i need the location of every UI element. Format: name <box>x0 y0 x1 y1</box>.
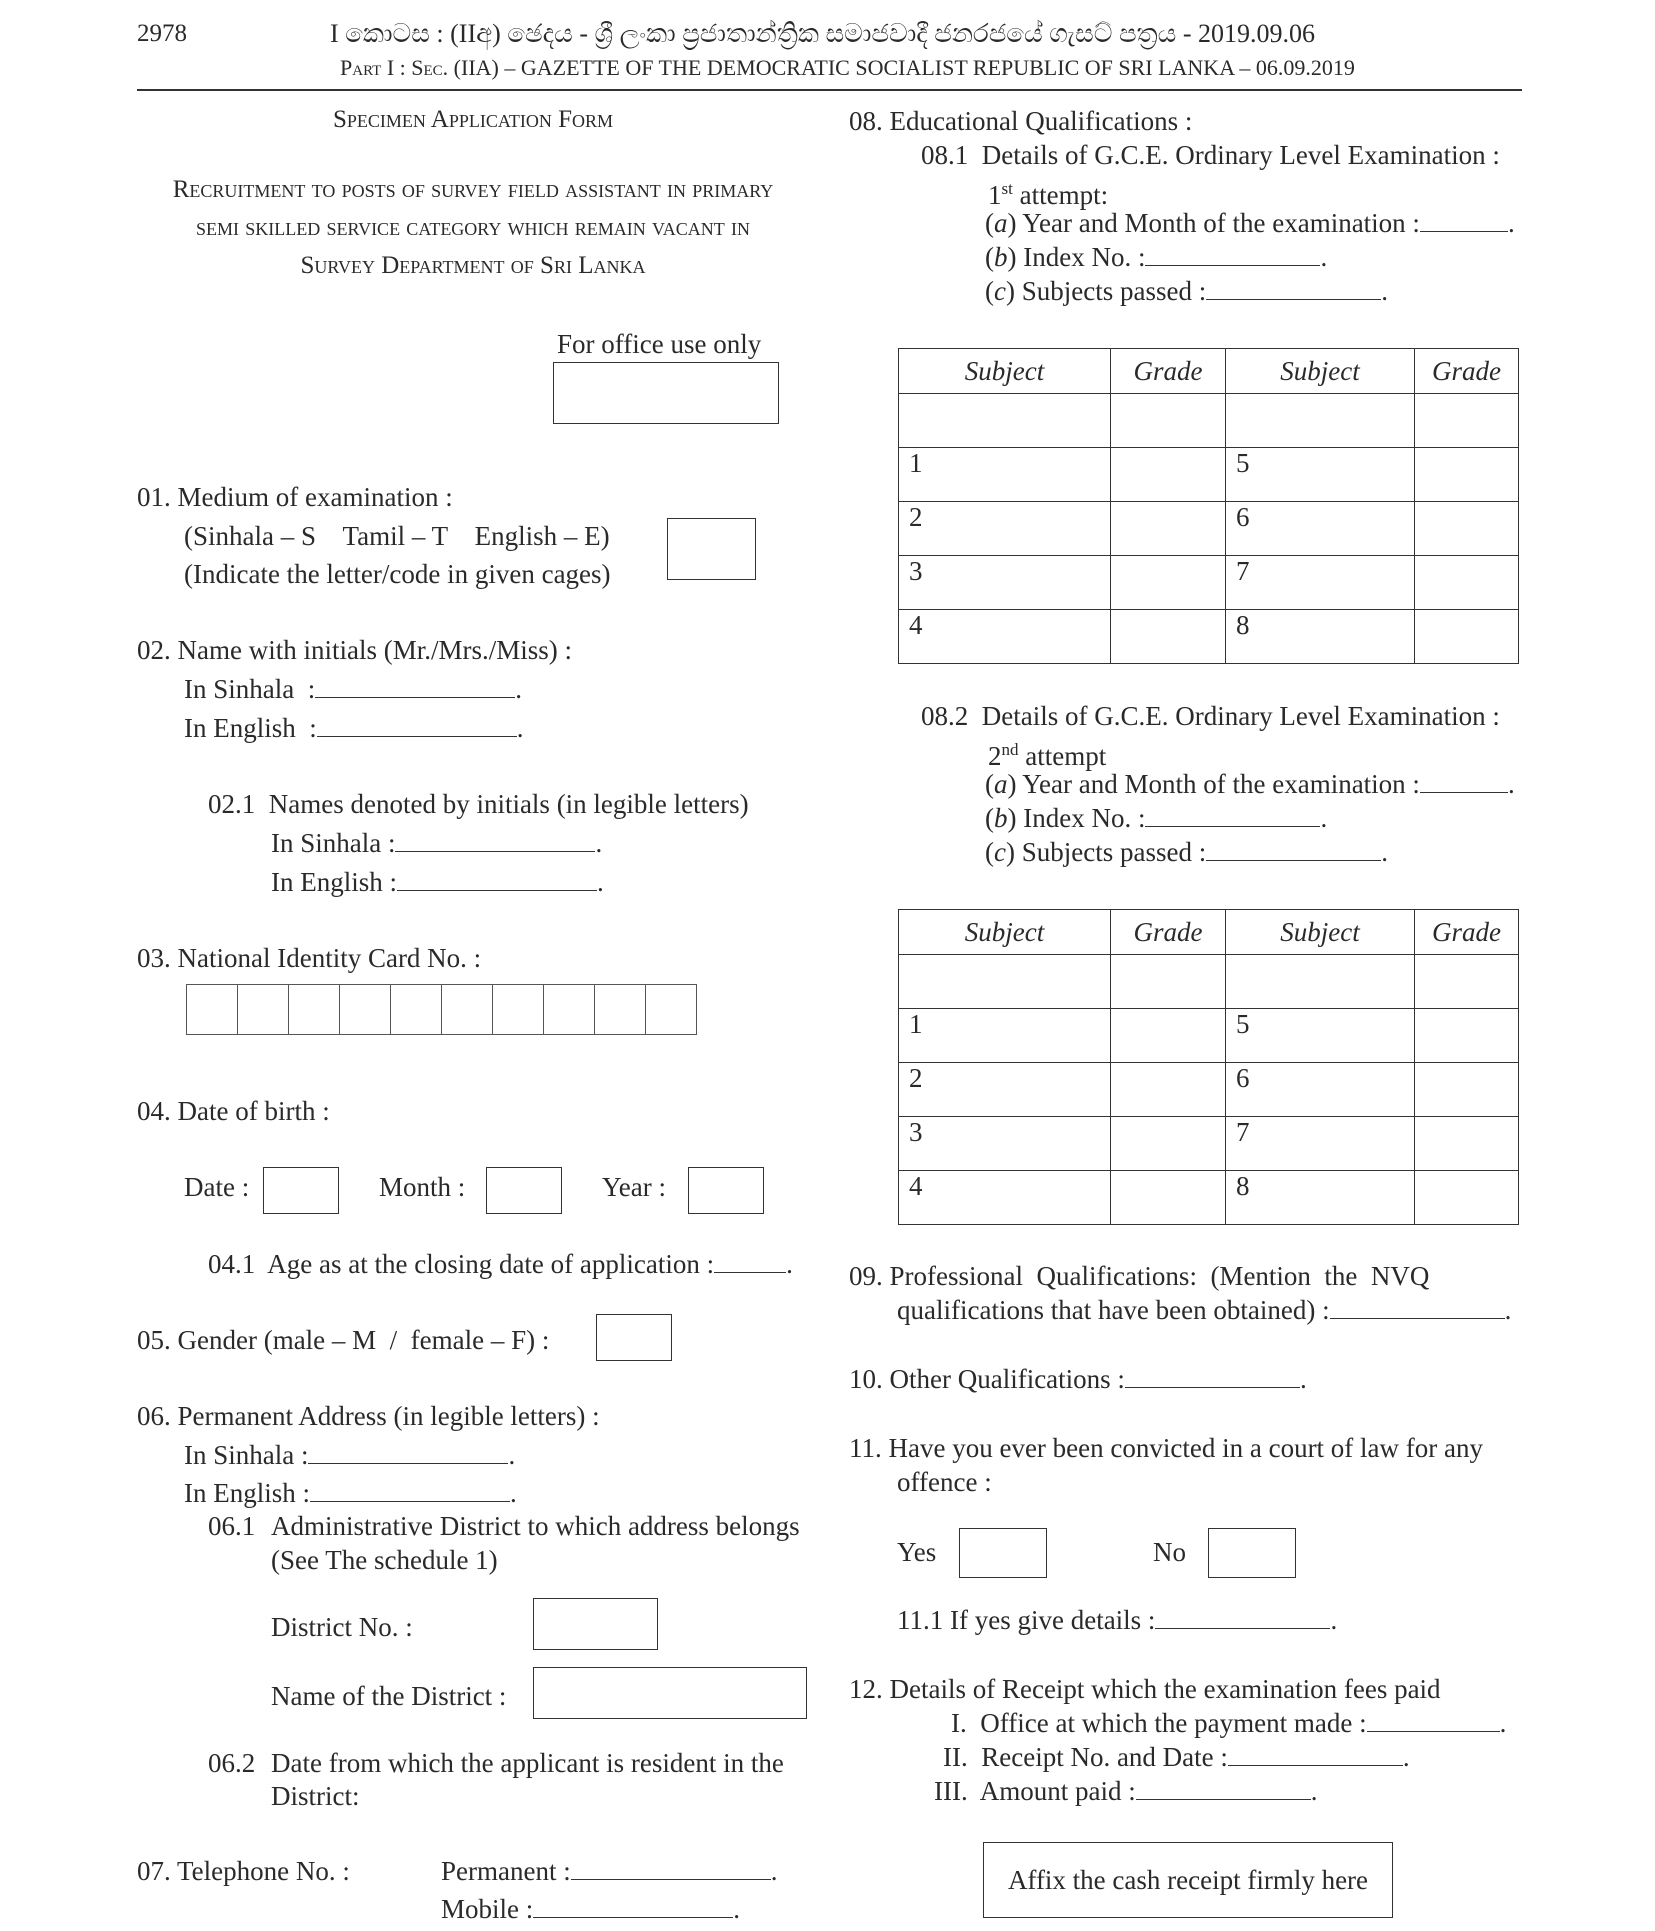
q02-sinhala-field[interactable] <box>315 677 515 698</box>
subject-cell[interactable]: 6 <box>1226 502 1415 556</box>
subject-cell[interactable]: 5 <box>1226 1009 1415 1063</box>
nic-cell[interactable] <box>595 985 646 1034</box>
q081-a-text: Year and Month of the examination : <box>1016 208 1420 238</box>
payment-office-field[interactable] <box>1367 1711 1500 1732</box>
grade-cell[interactable] <box>1111 955 1226 1009</box>
q12-label: 12. Details of Receipt which the examination fees paid <box>849 1674 1441 1704</box>
q081-a-letter: a <box>994 208 1008 238</box>
q082-index-field[interactable] <box>1145 806 1320 827</box>
header-subject: Subject <box>1226 910 1415 955</box>
q04-year-label: Year : <box>602 1172 667 1202</box>
age-field[interactable] <box>714 1252 786 1273</box>
q081-b-row: (b) Index No. : . <box>985 242 1328 272</box>
q01-hint: (Indicate the letter/code in given cages) <box>184 559 611 589</box>
q081-index-field[interactable] <box>1145 245 1320 266</box>
district-name-box[interactable] <box>533 1667 807 1719</box>
q07-label: 07. Telephone No. : <box>137 1856 350 1886</box>
q06-sinhala-row: In Sinhala : . <box>184 1440 516 1470</box>
q082-a-row: (a) Year and Month of the examination : . <box>985 769 1515 799</box>
q111-row: 11.1 If yes give details : . <box>897 1605 1338 1635</box>
q061-text-a: Administrative District to which address belongs <box>271 1511 800 1541</box>
q082-c-text: Subjects passed : <box>1014 837 1207 867</box>
q021-sinhala-field[interactable] <box>395 831 595 852</box>
subject-cell[interactable] <box>1226 394 1415 448</box>
q02-english-label: In English <box>184 713 296 743</box>
q081-attempt <box>988 173 1108 211</box>
table-header-row <box>899 349 1519 394</box>
header-subject: Subject <box>899 349 1111 394</box>
subject-cell[interactable]: 4 <box>899 1171 1111 1225</box>
q081-c-row: (c) Subjects passed : . <box>985 276 1388 306</box>
q06-sinhala-field[interactable] <box>308 1443 508 1464</box>
conviction-details-field[interactable] <box>1155 1608 1330 1629</box>
header-english: Part I : Sec. (IIA) – GAZETTE OF THE DEMOCRATIC SOCIALIST REPUBLIC OF SRI LANKA – 06.09.2019 <box>340 55 1355 80</box>
subject-cell[interactable]: 3 <box>899 556 1111 610</box>
grade-cell[interactable] <box>1111 1063 1226 1117</box>
q11-line1: 11. Have you ever been convicted in a court of law for any <box>849 1433 1483 1463</box>
q082-b-letter: b <box>994 803 1008 833</box>
phone-mobile-field[interactable] <box>533 1897 733 1918</box>
nic-boxes[interactable] <box>186 984 697 1035</box>
nic-cell[interactable] <box>493 985 544 1034</box>
q01-label: 01. Medium of examination : <box>137 482 453 512</box>
q04-label: 04. Date of birth : <box>137 1096 330 1126</box>
table-row <box>899 1009 1519 1063</box>
amount-paid-field[interactable] <box>1136 1779 1311 1800</box>
table-row <box>899 1117 1519 1171</box>
q041-row: 04.1 Age as at the closing date of application : . <box>208 1249 793 1279</box>
subject-cell[interactable]: 5 <box>1226 448 1415 502</box>
q062-num: 06.2 <box>208 1748 256 1778</box>
q12-i-row: I. Office at which the payment made : . <box>951 1708 1507 1738</box>
q082-subjects-field[interactable] <box>1206 840 1381 861</box>
grade-cell[interactable] <box>1415 1063 1519 1117</box>
q081-heading: 08.1 Details of G.C.E. Ordinary Level Examination : <box>921 140 1500 170</box>
q02-label: 02. Name with initials (Mr./Mrs./Miss) : <box>137 635 572 665</box>
grade-cell[interactable] <box>1415 1009 1519 1063</box>
q09-row2: qualifications that have been obtained) : . <box>897 1295 1512 1325</box>
district-name-label: Name of the District : <box>271 1681 507 1711</box>
table-row <box>899 394 1519 448</box>
header-grade: Grade <box>1415 349 1519 394</box>
q08-label: 08. Educational Qualifications : <box>849 106 1193 136</box>
table-row <box>899 1171 1519 1225</box>
q07-permanent-row: Permanent : . <box>441 1856 778 1886</box>
subject-cell[interactable]: 1 <box>899 448 1111 502</box>
form-subtitle-1: Recruitment to posts of survey field assistant in primary <box>172 176 774 203</box>
table-row <box>899 1063 1519 1117</box>
q062-text-b: District: <box>271 1781 360 1811</box>
q11-line2: offence : <box>897 1467 992 1497</box>
grade-cell[interactable] <box>1415 955 1519 1009</box>
q11-yes-label: Yes <box>897 1537 937 1567</box>
q02-english-row: In English : . <box>184 713 524 743</box>
page-number: 2978 <box>137 20 187 47</box>
q082-year-month-field[interactable] <box>1420 772 1508 793</box>
dob-date-box[interactable] <box>263 1167 339 1214</box>
q082-attempt-text: attempt <box>1018 741 1107 771</box>
q04-date-label: Date : <box>184 1172 250 1202</box>
subject-cell[interactable] <box>1226 955 1415 1009</box>
q081-year-month-field[interactable] <box>1420 211 1508 232</box>
form-title: Specimen Application Form <box>332 106 613 133</box>
q062-text-a: Date from which the applicant is resident in the <box>271 1748 784 1778</box>
nic-cell[interactable] <box>391 985 442 1034</box>
q081-c-text: Subjects passed : <box>1014 276 1207 306</box>
subject-cell[interactable]: 8 <box>1226 610 1415 664</box>
q12-ii-row: II. Receipt No. and Date : . <box>943 1742 1410 1772</box>
subject-cell[interactable]: 4 <box>899 610 1111 664</box>
header-sinhala: I කොටස : (IIඅ) ඡෙදය - ශ්‍රී ලංකා ප්‍රජාතාන්ත්‍රික සමාජවාදී ජනරජයේ ගැසට් පත්‍රය - 2019.09.06 <box>330 19 1316 48</box>
q12-ii-label: II. Receipt No. and Date : <box>943 1742 1228 1772</box>
q021-english-row: In English : . <box>271 867 604 897</box>
subject-cell[interactable]: 3 <box>899 1117 1111 1171</box>
grade-cell[interactable] <box>1111 448 1226 502</box>
district-no-box[interactable] <box>533 1598 658 1650</box>
q04-month-label: Month : <box>379 1172 466 1202</box>
q061-text-b: (See The schedule 1) <box>271 1545 498 1575</box>
q081-a-row: (a) Year and Month of the examination : . <box>985 208 1515 238</box>
q12-i-label: I. Office at which the payment made : <box>951 1708 1367 1738</box>
q01-options: (Sinhala – S Tamil – T English – E) <box>184 521 610 551</box>
q06-english-label: In English : <box>184 1478 310 1508</box>
table-row <box>899 955 1519 1009</box>
grade-cell[interactable] <box>1111 1117 1226 1171</box>
q082-a-text: Year and Month of the examination : <box>1016 769 1420 799</box>
grade-cell[interactable] <box>1415 1171 1519 1225</box>
cash-receipt-label: Affix the cash receipt firmly here <box>1007 1865 1369 1895</box>
q07-permanent-label: Permanent : <box>441 1856 571 1886</box>
q082-b-row: (b) Index No. : . <box>985 803 1328 833</box>
subject-cell[interactable]: 1 <box>899 1009 1111 1063</box>
nic-cell[interactable] <box>646 985 696 1034</box>
q081-attempt-sup: st <box>1001 179 1013 198</box>
nic-cell[interactable] <box>238 985 289 1034</box>
form-subtitle-2: semi skilled service category which remain vacant in <box>196 214 750 241</box>
receipt-no-date-field[interactable] <box>1228 1745 1403 1766</box>
grade-cell[interactable] <box>1111 556 1226 610</box>
q02-sinhala-label: In Sinhala <box>184 674 295 704</box>
q021-sinhala-label: In Sinhala : <box>271 828 396 858</box>
q111-label: 11.1 If yes give details : <box>897 1605 1156 1635</box>
subject-cell[interactable]: 2 <box>899 502 1111 556</box>
q12-iii-row: III. Amount paid : . <box>934 1776 1318 1806</box>
q082-c-letter: c <box>994 837 1006 867</box>
subject-cell[interactable]: 7 <box>1226 556 1415 610</box>
grade-cell[interactable] <box>1415 556 1519 610</box>
subject-cell[interactable] <box>899 394 1111 448</box>
q06-english-field[interactable] <box>310 1481 510 1502</box>
q07-mobile-row: Mobile : . <box>441 1894 740 1924</box>
grade-cell[interactable] <box>1111 394 1226 448</box>
subject-cell[interactable]: 6 <box>1226 1063 1415 1117</box>
form-subtitle-3: Survey Department of Sri Lanka <box>300 252 646 279</box>
q05-label: 05. Gender (male – M / female – F) : <box>137 1325 550 1355</box>
header-rule <box>137 89 1522 91</box>
nic-cell[interactable] <box>289 985 340 1034</box>
q061-num: 06.1 <box>208 1511 256 1541</box>
grade-cell[interactable] <box>1415 394 1519 448</box>
phone-permanent-field[interactable] <box>571 1859 771 1880</box>
q10-label: 10. Other Qualifications : <box>849 1364 1125 1394</box>
grade-cell[interactable] <box>1111 502 1226 556</box>
q021-sinhala-row: In Sinhala : . <box>271 828 603 858</box>
table-row <box>899 502 1519 556</box>
q081-b-text: Index No. : <box>1016 242 1146 272</box>
dob-year-box[interactable] <box>688 1167 764 1214</box>
ol-grade-table-1 <box>898 348 1519 664</box>
q02-english-field[interactable] <box>317 716 517 737</box>
q041-label: 04.1 Age as at the closing date of application : <box>208 1249 715 1279</box>
q06-sinhala-label: In Sinhala : <box>184 1440 309 1470</box>
subject-cell[interactable] <box>899 955 1111 1009</box>
q06-english-row: In English : . <box>184 1478 517 1508</box>
grade-cell[interactable] <box>1111 1171 1226 1225</box>
grade-cell[interactable] <box>1415 1117 1519 1171</box>
q081-attempt-num: 1 <box>988 180 1002 210</box>
grade-cell[interactable] <box>1111 1009 1226 1063</box>
q081-b-letter: b <box>994 242 1008 272</box>
header-grade: Grade <box>1111 910 1226 955</box>
q03-label: 03. National Identity Card No. : <box>137 943 482 973</box>
q021-label: 02.1 Names denoted by initials (in legible letters) <box>208 789 749 819</box>
table-row <box>899 610 1519 664</box>
q10-row: 10. Other Qualifications : . <box>849 1364 1307 1394</box>
q081-attempt-text: attempt: <box>1012 180 1109 210</box>
q082-heading: 08.2 Details of G.C.E. Ordinary Level Examination : <box>921 701 1500 731</box>
q082-c-row: (c) Subjects passed : . <box>985 837 1388 867</box>
header-subject: Subject <box>1226 349 1415 394</box>
cash-receipt-box <box>983 1842 1393 1918</box>
nic-cell[interactable] <box>187 985 238 1034</box>
q12-iii-label: III. Amount paid : <box>934 1776 1136 1806</box>
subject-cell[interactable]: 7 <box>1226 1117 1415 1171</box>
subject-cell[interactable]: 2 <box>899 1063 1111 1117</box>
conviction-yes-box[interactable] <box>959 1528 1047 1578</box>
header-grade: Grade <box>1111 349 1226 394</box>
conviction-no-box[interactable] <box>1208 1528 1296 1578</box>
grade-cell[interactable] <box>1111 610 1226 664</box>
q021-english-label: In English : <box>271 867 397 897</box>
nvq-field[interactable] <box>1330 1298 1505 1319</box>
district-no-label: District No. : <box>271 1612 413 1642</box>
q07-mobile-label: Mobile : <box>441 1894 534 1924</box>
q09-line2: qualifications that have been obtained) : <box>897 1295 1330 1325</box>
header-grade: Grade <box>1415 910 1519 955</box>
q081-subjects-field[interactable] <box>1206 279 1381 300</box>
q06-label: 06. Permanent Address (in legible letters) : <box>137 1401 600 1431</box>
header-subject: Subject <box>899 910 1111 955</box>
gender-box[interactable] <box>596 1314 672 1361</box>
grade-cell[interactable] <box>1415 502 1519 556</box>
table-row <box>899 556 1519 610</box>
q082-attempt-sup: nd <box>1001 740 1019 759</box>
q081-c-letter: c <box>994 276 1006 306</box>
q082-attempt-num: 2 <box>988 741 1002 771</box>
q021-english-field[interactable] <box>397 870 597 891</box>
q082-a-letter: a <box>994 769 1008 799</box>
nic-cell[interactable] <box>340 985 391 1034</box>
ol-grade-table-2 <box>898 909 1519 1225</box>
q082-b-text: Index No. : <box>1016 803 1146 833</box>
nic-cell[interactable] <box>544 985 595 1034</box>
q09-line1: 09. Professional Qualifications: (Mention the NVQ <box>849 1261 1430 1291</box>
dob-month-box[interactable] <box>486 1167 562 1214</box>
table-header-row <box>899 910 1519 955</box>
subject-cell[interactable]: 8 <box>1226 1171 1415 1225</box>
q11-no-label: No <box>1153 1537 1186 1567</box>
other-qualifications-field[interactable] <box>1125 1367 1300 1388</box>
q082-attempt <box>988 734 1106 772</box>
q02-sinhala-row: In Sinhala : . <box>184 674 522 704</box>
grade-cell[interactable] <box>1415 610 1519 664</box>
office-use-label: For office use only <box>557 329 762 359</box>
table-row <box>899 448 1519 502</box>
office-use-box <box>553 362 779 424</box>
nic-cell[interactable] <box>442 985 493 1034</box>
grade-cell[interactable] <box>1415 448 1519 502</box>
medium-code-box[interactable] <box>667 518 756 580</box>
